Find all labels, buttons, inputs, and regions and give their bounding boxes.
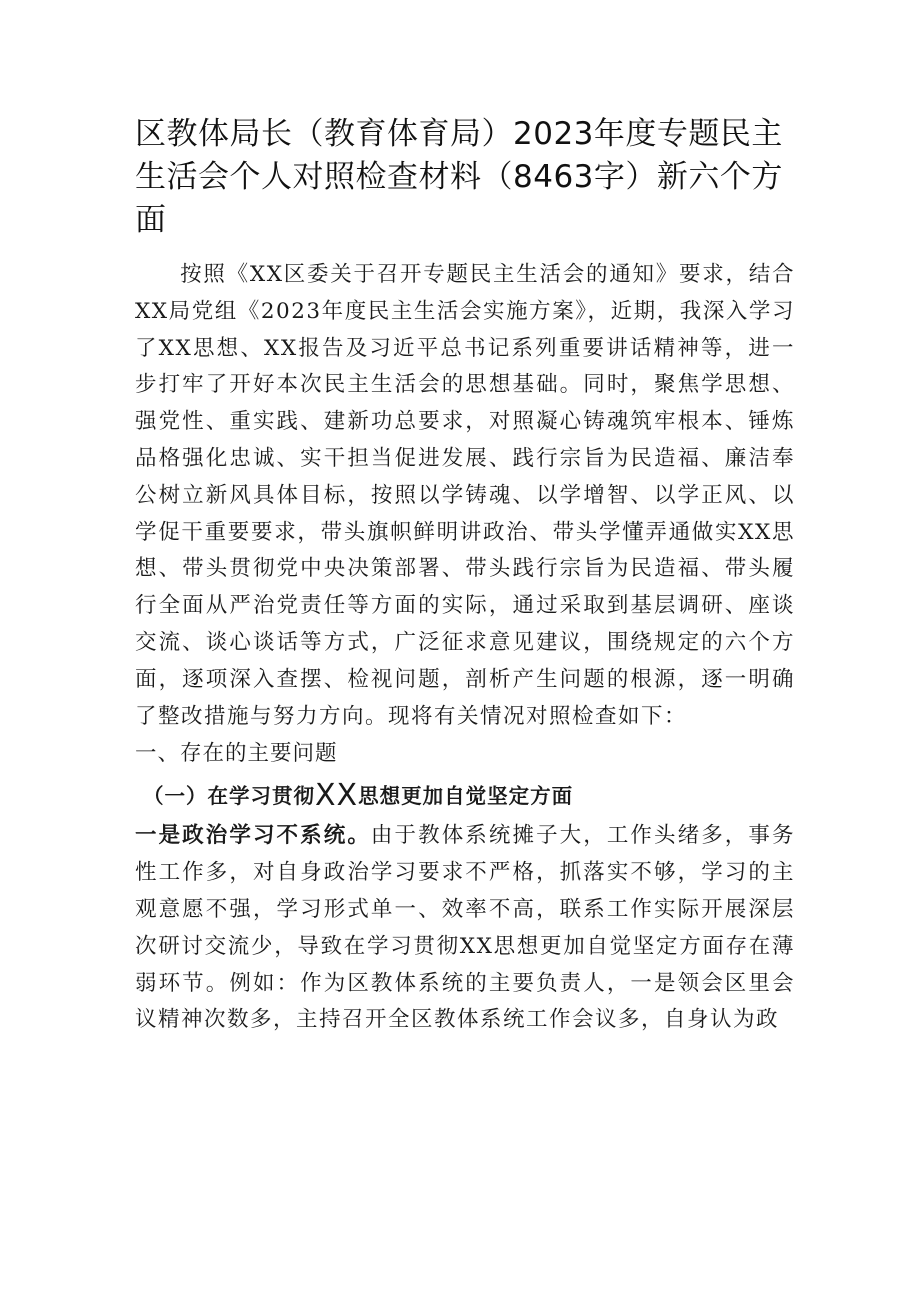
subsection-heading-suffix: 思想更加自觉坚定方面 [358,784,574,809]
point-paragraph [135,818,795,1039]
intro-paragraph: 按照《XX区委关于召开专题民主生活会的通知》要求，结合XX局党组《2023年度民主生活会实施方案》，近期，我深入学习了XX思想、XX报告及习近平总书记系列重要讲话精神等，进一步打牢了开好本次民主生活会的思想基础。同时，聚焦学思想、强党性、重实践、建新功总要求，对照凝心铸魂筑牢根本、锤炼品格强化忠诚、实干担当促进发展、践行宗旨为民造福、廉洁奉公树立新风具体目标，按照以学铸魂、以学增智、以学正风、以学促干重要要求，带头旗帜鲜明讲政治、带头学懂弄通做实XX思想、带头贯彻党中央决策部署、带头践行宗旨为民造福、带头履行全面从严治党责任等方面的实际，通过采取到基层调研、座谈交流、谈心谈话等方式，广泛征求意见建议，围绕规定的六个方面，逐项深入查摆、检视问题，剖析产生问题的根源，逐一明确了整改措施与努力方向。现将有关情况对照检查如下： [135,262,795,729]
document-body [135,257,795,1039]
subsection-heading [143,776,795,816]
point-lead: 一是政治学习不系统。 [135,823,371,849]
section-heading: 一、存在的主要问题 [135,741,338,767]
subsection-heading-xx: XX [315,778,359,814]
document-title: 区教体局长（教育体育局）2023年度专题民主生活会个人对照检查材料（8463字）新六个方面 [135,116,783,238]
subsection-heading-prefix: （一）在学习贯彻 [143,784,315,809]
point-text: 由于教体系统摊子大，工作头绪多，事务性工作多，对自身政治学习要求不严格，抓落实不够，学习的主观意愿不强，学习形式单一、效率不高，联系工作实际开展深层次研讨交流少，导致在学习贯彻XX思想更加自觉坚定方面存在薄弱环节。例如：作为区教体系统的主要负责人，一是领会区里会议精神次数多，主持召开全区教体系统工作会议多，自身认为政 [135,823,795,1033]
